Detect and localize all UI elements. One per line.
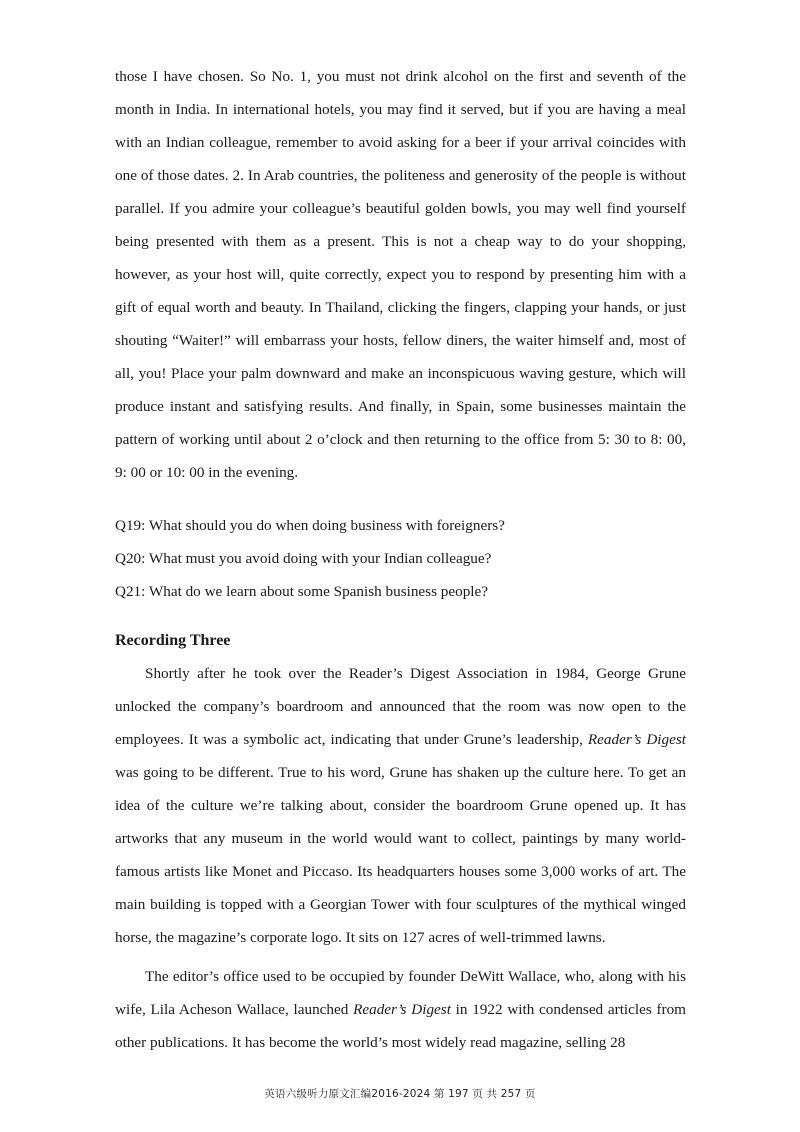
paragraph-1-text-a: Shortly after he took over the Reader’s Digest Association in 1984, George Grune unlocked the company’s boardroom and announced that the room was now open to the employees. It was a symbolic act, indicating that under Grune’s leadership, (115, 665, 686, 748)
question-q21: Q21: What do we learn about some Spanish business people? (115, 583, 489, 600)
recording-three-paragraph-1 (115, 657, 686, 954)
magazine-title-italic: Reader’s Digest (587, 731, 686, 748)
question-list (115, 509, 686, 608)
question-q20: Q20: What must you avoid doing with your Indian colleague? (115, 550, 492, 567)
magazine-title-italic: Reader’s Digest (353, 1001, 451, 1018)
section-heading-recording-three: Recording Three (115, 632, 231, 649)
paragraph-1-text-b: was going to be different. True to his word, Grune has shaken up the culture here. To get an idea of the culture we’re talking about, consider the boardroom Grune opened up. It has artworks that any museum in the world would want to collect, paintings by many world-famous artists like Monet and Piccaso. Its headquarters houses some 3,000 works of art. The main building is topped with a Georgian Tower with four sculptures of the mythical winged horse, the magazine’s corporate logo. It sits on 127 acres of well-trimmed lawns. (115, 764, 686, 946)
recording-three-paragraph-2 (115, 960, 686, 1059)
paragraph-2-text-a: The editor’s office used to be occupied by founder DeWitt Wallace, who, along with his wife, Lila Acheson Wallace, launched (115, 968, 686, 1018)
paragraph-2-text-b: in 1922 with condensed articles from other publications. It has become the world’s most widely read magazine, selling 28 (115, 1001, 686, 1051)
document-page (115, 60, 686, 1059)
page-footer: 英语六级听力原文汇编2016-2024 第 197 页 共 257 页 (264, 1088, 536, 1100)
intro-paragraph: those I have chosen. So No. 1, you must not drink alcohol on the first and seventh of the month in India. In international hotels, you may find it served, but if you are having a meal with an Indian colleague, remember to avoid asking for a beer if your arrival coincides with one of those dates. 2. In Arab countries, the politeness and generosity of the people is without parallel. If you admire your colleague’s beautiful golden bowls, you may well find yourself being presented with them as a present. This is not a cheap way to do your shopping, however, as your host will, quite correctly, expect you to respond by presenting him with a gift of equal worth and beauty. In Thailand, clicking the fingers, clapping your hands, or just shouting “Waiter!” will embarrass your hosts, fellow diners, the waiter himself and, most of all, you! Place your palm downward and make an inconspicuous waving gesture, which will produce instant and satisfying results. And finally, in Spain, some businesses maintain the pattern of working until about 2 o’clock and then returning to the office from 5: 30 to 8: 00, 9: 00 or 10: 00 in the evening. (115, 68, 686, 481)
question-q19: Q19: What should you do when doing business with foreigners? (115, 517, 505, 534)
